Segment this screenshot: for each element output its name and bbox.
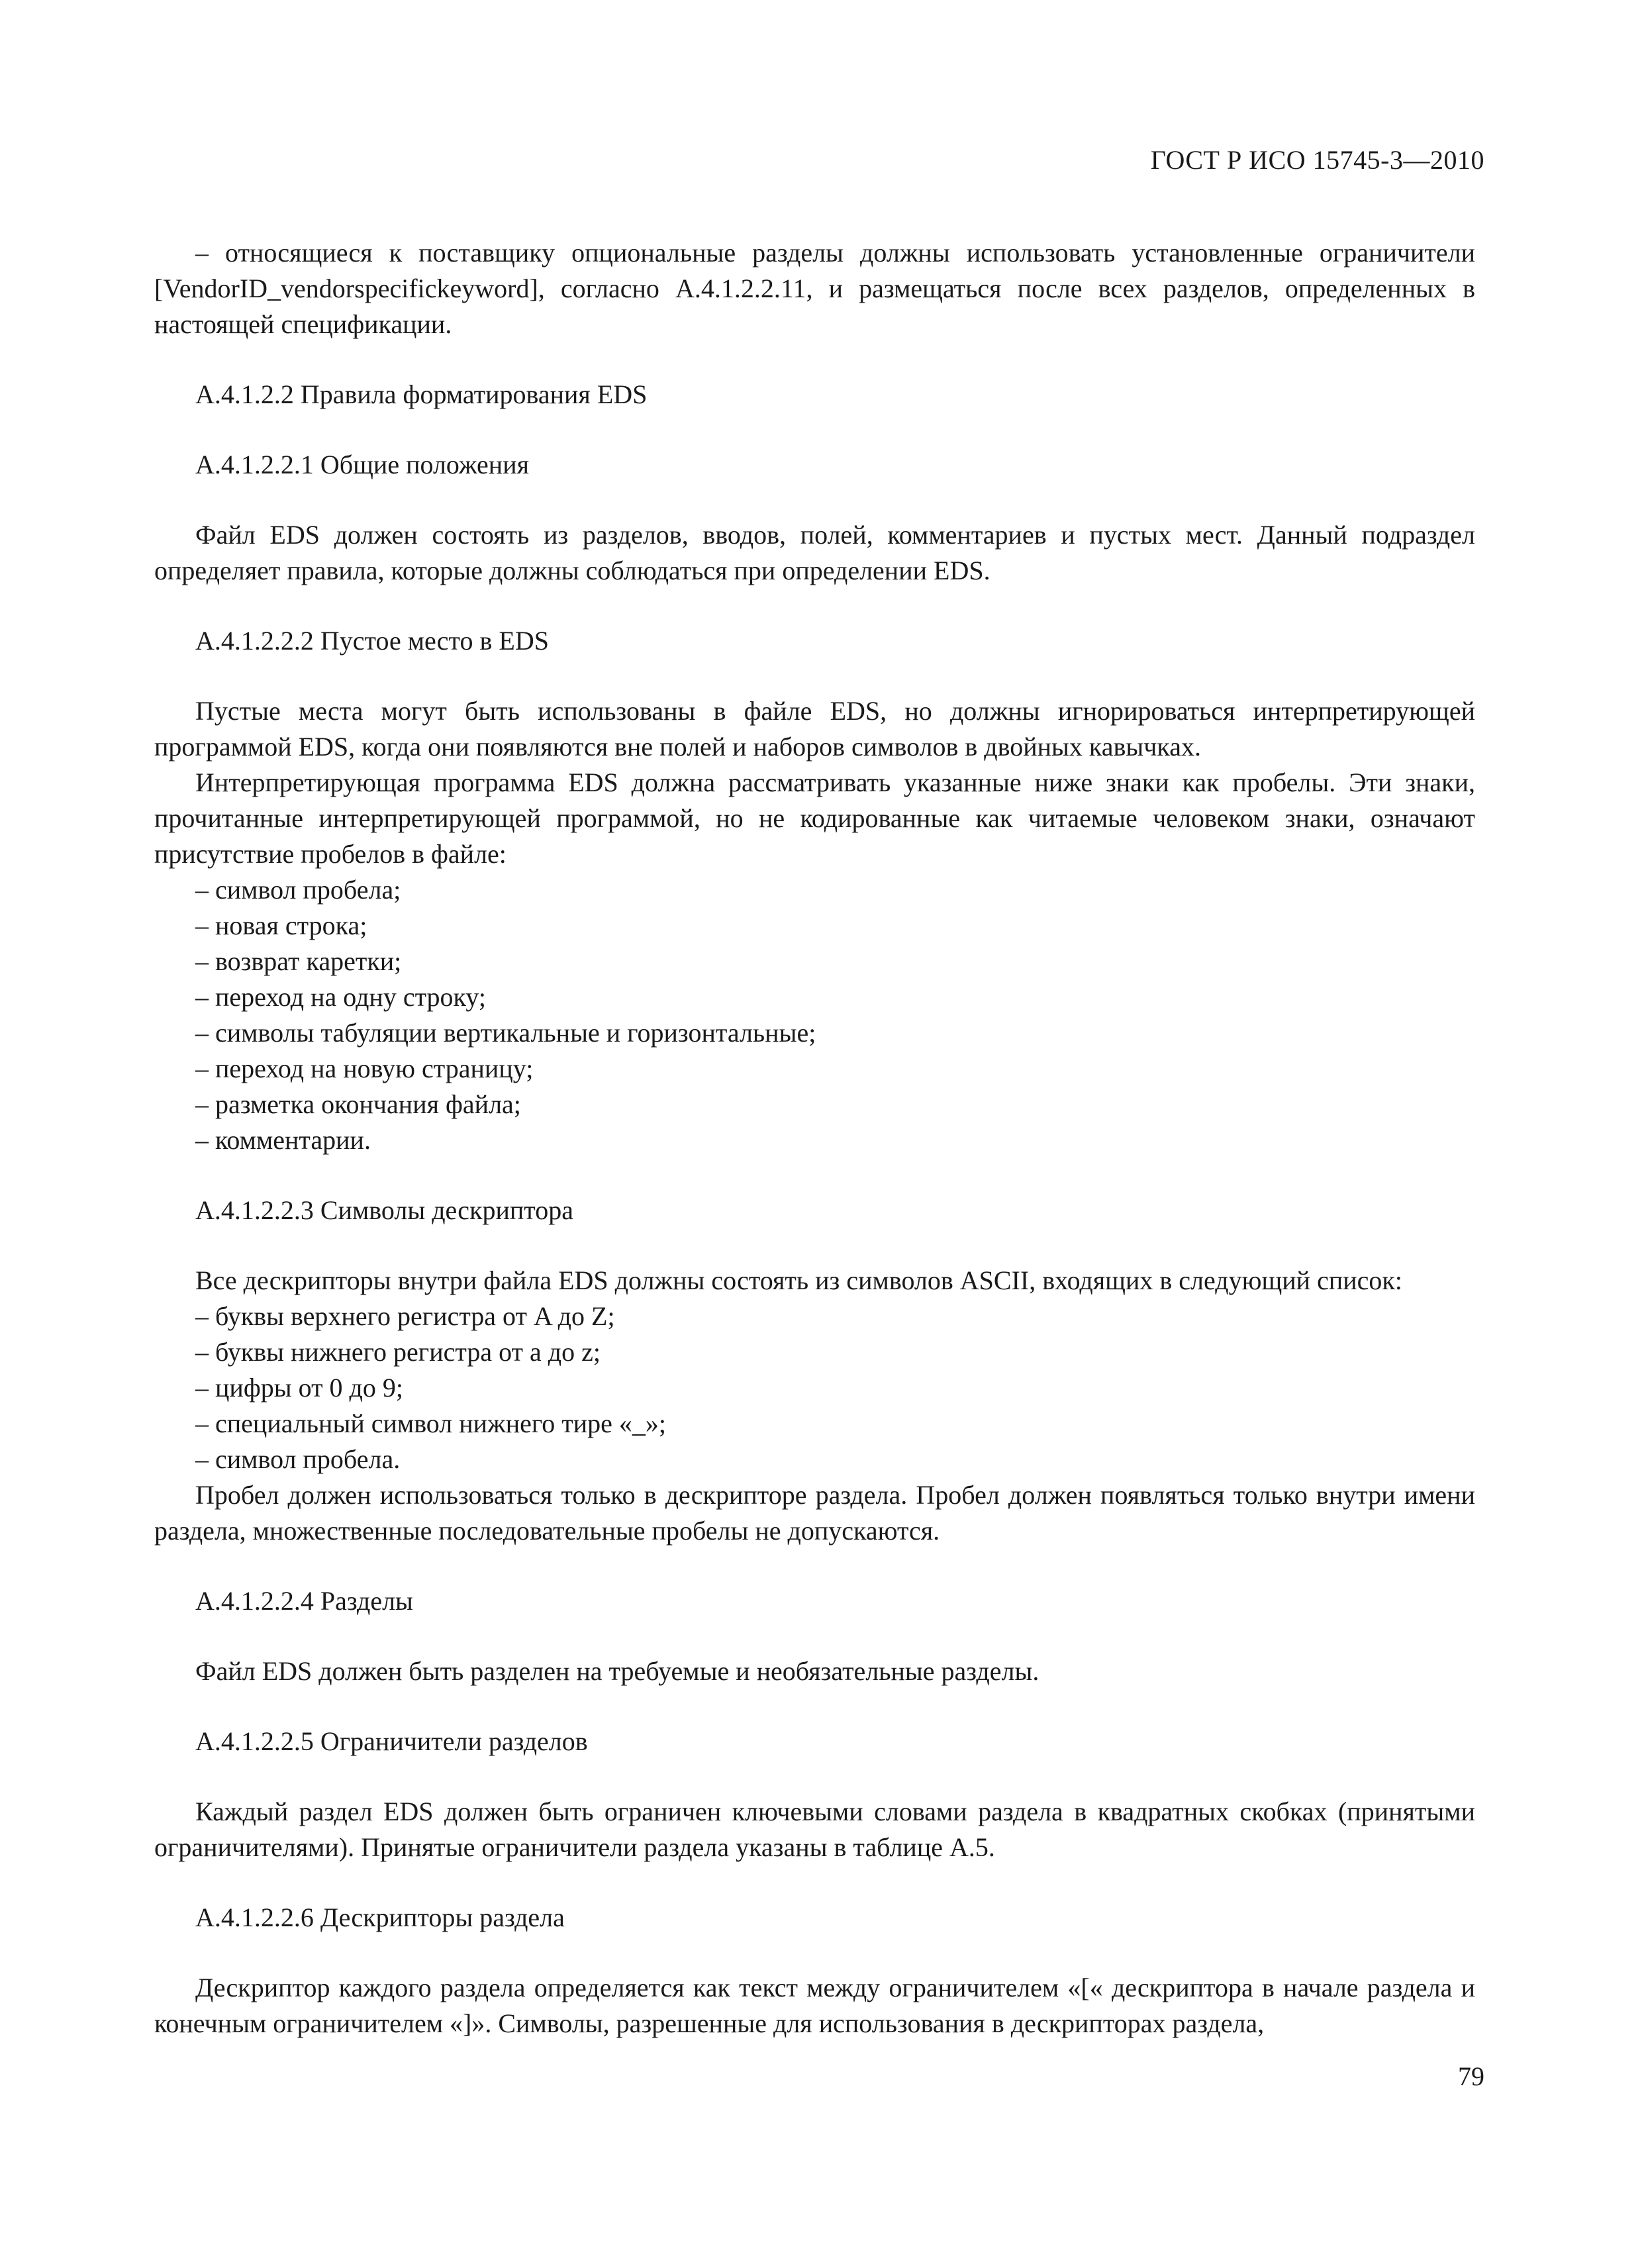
paragraph-space-rule: Пробел должен использоваться только в дескрипторе раздела. Пробел должен появляться только внутри имени раздела, множественные последовательные пробелы не допускаются. [154, 1480, 1475, 1546]
list-item: – переход на новую страницу; [195, 1054, 534, 1083]
heading-descriptor-chars: А.4.1.2.2.3 Символы дескриптора [195, 1195, 574, 1225]
paragraph-general: Файл EDS должен состоять из разделов, вводов, полей, комментариев и пустых мест. Данный подраздел определяет правила, которые должны соблюдаться при определении EDS. [154, 520, 1475, 585]
list-item: – новая строка; [195, 911, 367, 940]
list-item: – буквы нижнего регистра от a до z; [195, 1337, 601, 1367]
list-item: – буквы верхнего регистра от A до Z; [195, 1301, 615, 1331]
heading-general: А.4.1.2.2.1 Общие положения [195, 450, 530, 479]
paragraph-descriptor-chars: Все дескрипторы внутри файла EDS должны состоять из символов ASCII, входящих в следующий список: [195, 1265, 1402, 1295]
list-item: – символ пробела. [195, 1444, 401, 1474]
paragraph-whitespace-1: Пустые места могут быть использованы в файле EDS, но должны игнорироваться интерпретирующей программой EDS, когда они появляются вне полей и наборов символов в двойных кавычках. [154, 696, 1475, 762]
heading-format-rules: А.4.1.2.2 Правила форматирования EDS [195, 379, 648, 409]
paragraph-section-descriptors: Дескриптор каждого раздела определяется как текст между ограничителем «[« дескриптора в начале раздела и конечным ограничителем «]». Символы, разрешенные для использования в дескрипторах раздела, [154, 1973, 1475, 2038]
list-item: – переход на одну строку; [195, 982, 487, 1012]
paragraph-sections: Файл EDS должен быть разделен на требуемые и необязательные разделы. [195, 1656, 1039, 1686]
heading-section-descriptors: А.4.1.2.2.6 Дескрипторы раздела [195, 1902, 565, 1932]
paragraph-whitespace-2: Интерпретирующая программа EDS должна рассматривать указанные ниже знаки как пробелы. Эти знаки, прочитанные интерпретирующей программой, но не кодированные как читаемые человеком знаки, означают присутствие пробелов в файле: [154, 767, 1475, 869]
heading-sections: А.4.1.2.2.4 Разделы [195, 1586, 413, 1616]
heading-whitespace: А.4.1.2.2.2 Пустое место в EDS [195, 626, 549, 656]
list-item: – разметка окончания файла; [195, 1089, 521, 1119]
list-item: – цифры от 0 до 9; [195, 1373, 404, 1403]
list-item: – символы табуляции вертикальные и горизонтальные; [195, 1018, 816, 1048]
list-item: – возврат каретки; [195, 946, 402, 976]
list-item: – символ пробела; [195, 875, 401, 905]
document-standard-header: ГОСТ Р ИСО 15745-3—2010 [1150, 145, 1484, 175]
paragraph-intro: – относящиеся к поставщику опциональные разделы должны использовать установленные ограничители [VendorID_vendorspecifickeyword], согласно А.4.1.2.2.11, и размещаться после всех разделов, определенных в настоящей спецификации. [154, 238, 1475, 339]
heading-delimiters: А.4.1.2.2.5 Ограничители разделов [195, 1726, 588, 1756]
list-item: – специальный символ нижнего тире «_»; [195, 1408, 667, 1438]
list-item: – комментарии. [195, 1125, 371, 1155]
paragraph-delimiters: Каждый раздел EDS должен быть ограничен ключевыми словами раздела в квадратных скобках (принятыми ограничителями). Принятые ограничители раздела указаны в таблице А.5. [154, 1797, 1475, 1862]
page-content [154, 235, 1475, 2042]
page-number: 79 [1458, 2061, 1484, 2091]
